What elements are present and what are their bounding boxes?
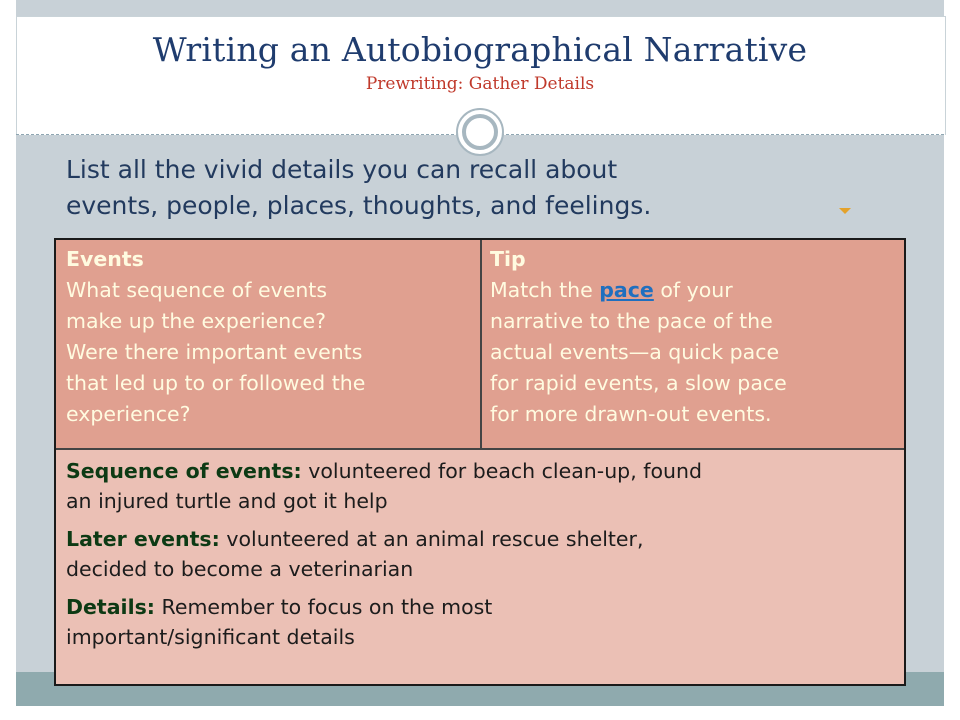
left-margin <box>0 0 16 720</box>
ring-icon <box>462 114 498 150</box>
tip-line: narrative to the pace of the <box>490 309 773 333</box>
item-text: important/significant details <box>66 625 355 649</box>
item-label: Details: <box>66 595 156 619</box>
tip-heading: Tip <box>490 247 526 271</box>
intro-line: events, people, places, thoughts, and feelings. <box>66 191 652 220</box>
events-line: experience? <box>66 402 191 426</box>
pace-link[interactable]: pace <box>599 278 654 302</box>
events-line: What sequence of events <box>66 278 328 302</box>
item-label: Later events: <box>66 527 220 551</box>
intro-line: List all the vivid details you can recall about <box>66 155 618 184</box>
tip-line: for more drawn-out events. <box>490 402 772 426</box>
tip-line: for rapid events, a slow pace <box>490 371 787 395</box>
slide-subtitle: Prewriting: Gather Details <box>365 74 595 94</box>
events-line: Were there important events <box>66 340 363 364</box>
item-text: volunteered at an animal rescue shelter, <box>219 527 644 551</box>
item-text: an injured turtle and got it help <box>66 489 388 513</box>
slide-title: Writing an Autobiographical Narrative <box>152 30 808 69</box>
item-text: decided to become a veterinarian <box>66 557 414 581</box>
tip-line: actual events—a quick pace <box>490 340 780 364</box>
events-line: that led up to or followed the <box>66 371 366 395</box>
dropdown-arrow-icon[interactable] <box>839 208 851 214</box>
item-text: volunteered for beach clean-up, found <box>301 459 702 483</box>
details-table <box>54 238 906 686</box>
item-label: Sequence of events: <box>66 459 302 483</box>
tip-text: Match the <box>490 278 600 302</box>
intro-text <box>66 152 886 224</box>
events-heading: Events <box>66 247 144 271</box>
events-line: make up the experience? <box>66 309 326 333</box>
item-text: Remember to focus on the most <box>155 595 493 619</box>
tip-text: of your <box>653 278 733 302</box>
